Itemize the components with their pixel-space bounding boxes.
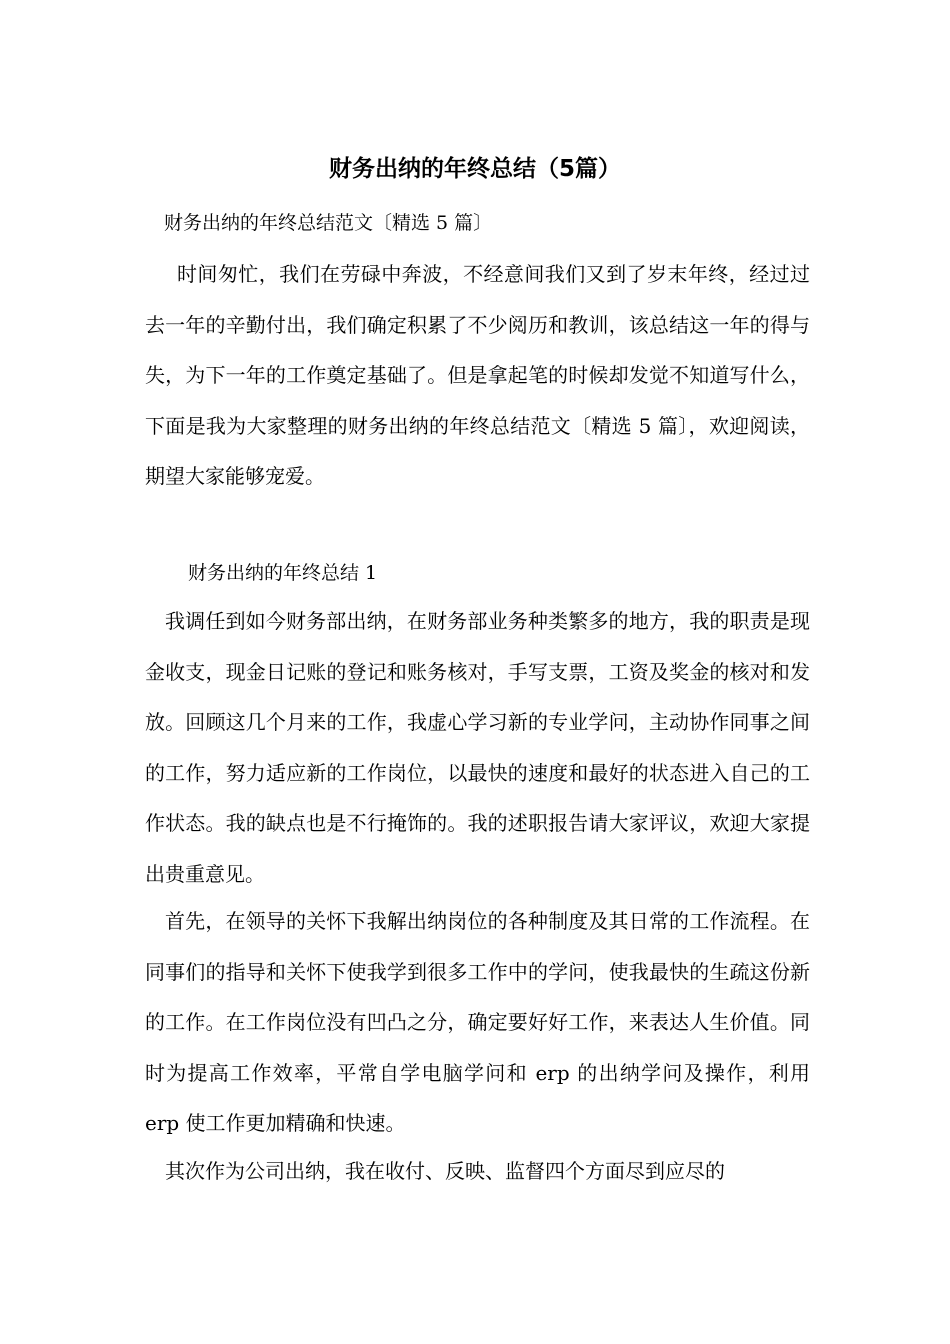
section-heading: 财务出纳的年终总结 1 [188, 562, 378, 584]
body-paragraph: 其次作为公司出纳，我在收付、反映、监督四个方面尽到应尽的 [165, 1159, 725, 1183]
intro-paragraph: 时间匆忙，我们在劳碌中奔波，不经意间我们又到了岁末年终，经过过去一年的辛勤付出，我们确定积累了不少阅历和教训，该总结这一年的得与失，为下一年的工作奠定基础了。但是拿起笔的时候却发觉不知道写什么，下面是我为大家整理的财务出纳的年终总结范文〔精选 5 篇〕，欢迎阅读，期望大家能够宠爱。 [145, 262, 810, 488]
body-paragraph: 我调任到如今财务部出纳，在财务部业务种类繁多的地方，我的职责是现金收支，现金日记账的登记和账务核对，手写支票，工资及奖金的核对和发放。回顾这几个月来的工作，我虚心学习新的专业学问，主动协作同事之间的工作，努力适应新的工作岗位，以最快的速度和最好的状态进入自己的工作状态。我的缺点也是不行掩饰的。我的述职报告请大家评议，欢迎大家提出贵重意见。 [145, 609, 810, 886]
document-subtitle: 财务出纳的年终总结范文〔精选 5 篇〕 [164, 212, 493, 234]
document-title: 财务出纳的年终总结（5篇） [328, 156, 621, 182]
body-paragraph: 首先，在领导的关怀下我解出纳岗位的各种制度及其日常的工作流程。在同事们的指导和关怀下使我学到很多工作中的学问，使我最快的生疏这份新的工作。在工作岗位没有凹凸之分，确定要好好工作，来表达人生价值。同时为提高工作效率，平常自学电脑学问和 erp 的出纳学问及操作，利用 erp 使工作更加精确和快速。 [145, 909, 810, 1135]
